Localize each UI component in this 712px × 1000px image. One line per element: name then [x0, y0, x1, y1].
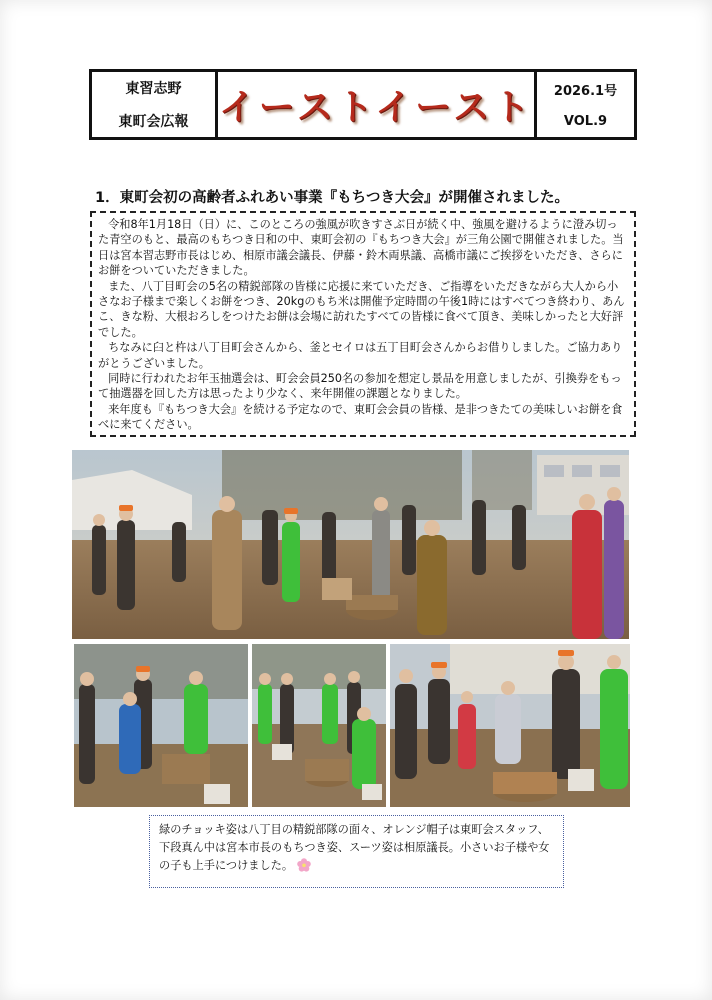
article-body: [90, 211, 636, 437]
article-paragraph: 来年度も『もちつき大会』を続ける予定なので、東町会会員の皆様、是非つきたての美味しいお餅を食べに来てください。: [98, 402, 623, 432]
masthead: [89, 69, 637, 140]
photo-main-crowd: [72, 450, 629, 639]
masthead-issue: [534, 72, 634, 137]
newsletter-title: イーストイースト: [218, 87, 534, 128]
org-name: 東習志野: [125, 81, 182, 98]
article-heading: 1．東町会初の高齢者ふれあい事業『もちつき大会』が開催されました。: [95, 190, 569, 206]
issue-number: 2026.1号: [553, 83, 618, 99]
masthead-org: [92, 72, 218, 137]
article-paragraph: 同時に行われたお年玉抽選会は、町会会員250名の参加を想定し景品を用意しましたが、引換券をもって抽選器を回した方は思ったより少なく、来年開催の課題となりました。: [98, 372, 622, 401]
photo-bottom-right: [390, 644, 630, 807]
article-paragraph: ちなみに臼と杵は八丁目町会さんから、釜とセイロは五丁目町会さんからお借りしました。ご協力ありがとうございました。: [98, 341, 623, 370]
article-paragraph: また、八丁目町会の5名の精鋭部隊の皆様に応援に来ていただき、ご指導をいただきながら大人から小さなお子様まで楽しくお餅をつき、20kgのもち米は開催予定時間の午後1時にはすべてつき終わり、あんこ、きな粉、大根おろしをつけたお餅は会場に訪れたすべての皆様に食べて頂き、美味しかったと大好評でした。: [98, 279, 625, 339]
photo-caption: [149, 815, 564, 888]
bulletin-name: 東町会広報: [118, 113, 189, 130]
photo-bottom-left: [74, 644, 248, 807]
flower-icon: [297, 858, 311, 878]
volume-number: VOL.9: [563, 114, 608, 130]
photo-bottom-middle: [252, 644, 386, 807]
article-paragraph: 令和8年1月18日（日）に、このところの強風が吹きすさぶ日が続く中、強風を避けるように澄み切った青空のもと、最高のもちつき日和の中、東町会初の『もちつき大会』が三角公園で開催されました。当日は宮本習志野市長はじめ、相原市議会議長、伊藤・鈴木両県議、高橋市議にご挨拶をいただき、さらにお餅をついていただきました。: [98, 218, 624, 278]
caption-text: 緑のチョッキ姿は八丁目の精鋭部隊の面々、オレンジ帽子は東町会スタッフ、下段真ん中は宮本市長のもちつき姿、スーツ姿は相原議長。小さいお子様や女の子も上手につけました。: [159, 823, 550, 872]
masthead-title-cell: [218, 72, 534, 137]
